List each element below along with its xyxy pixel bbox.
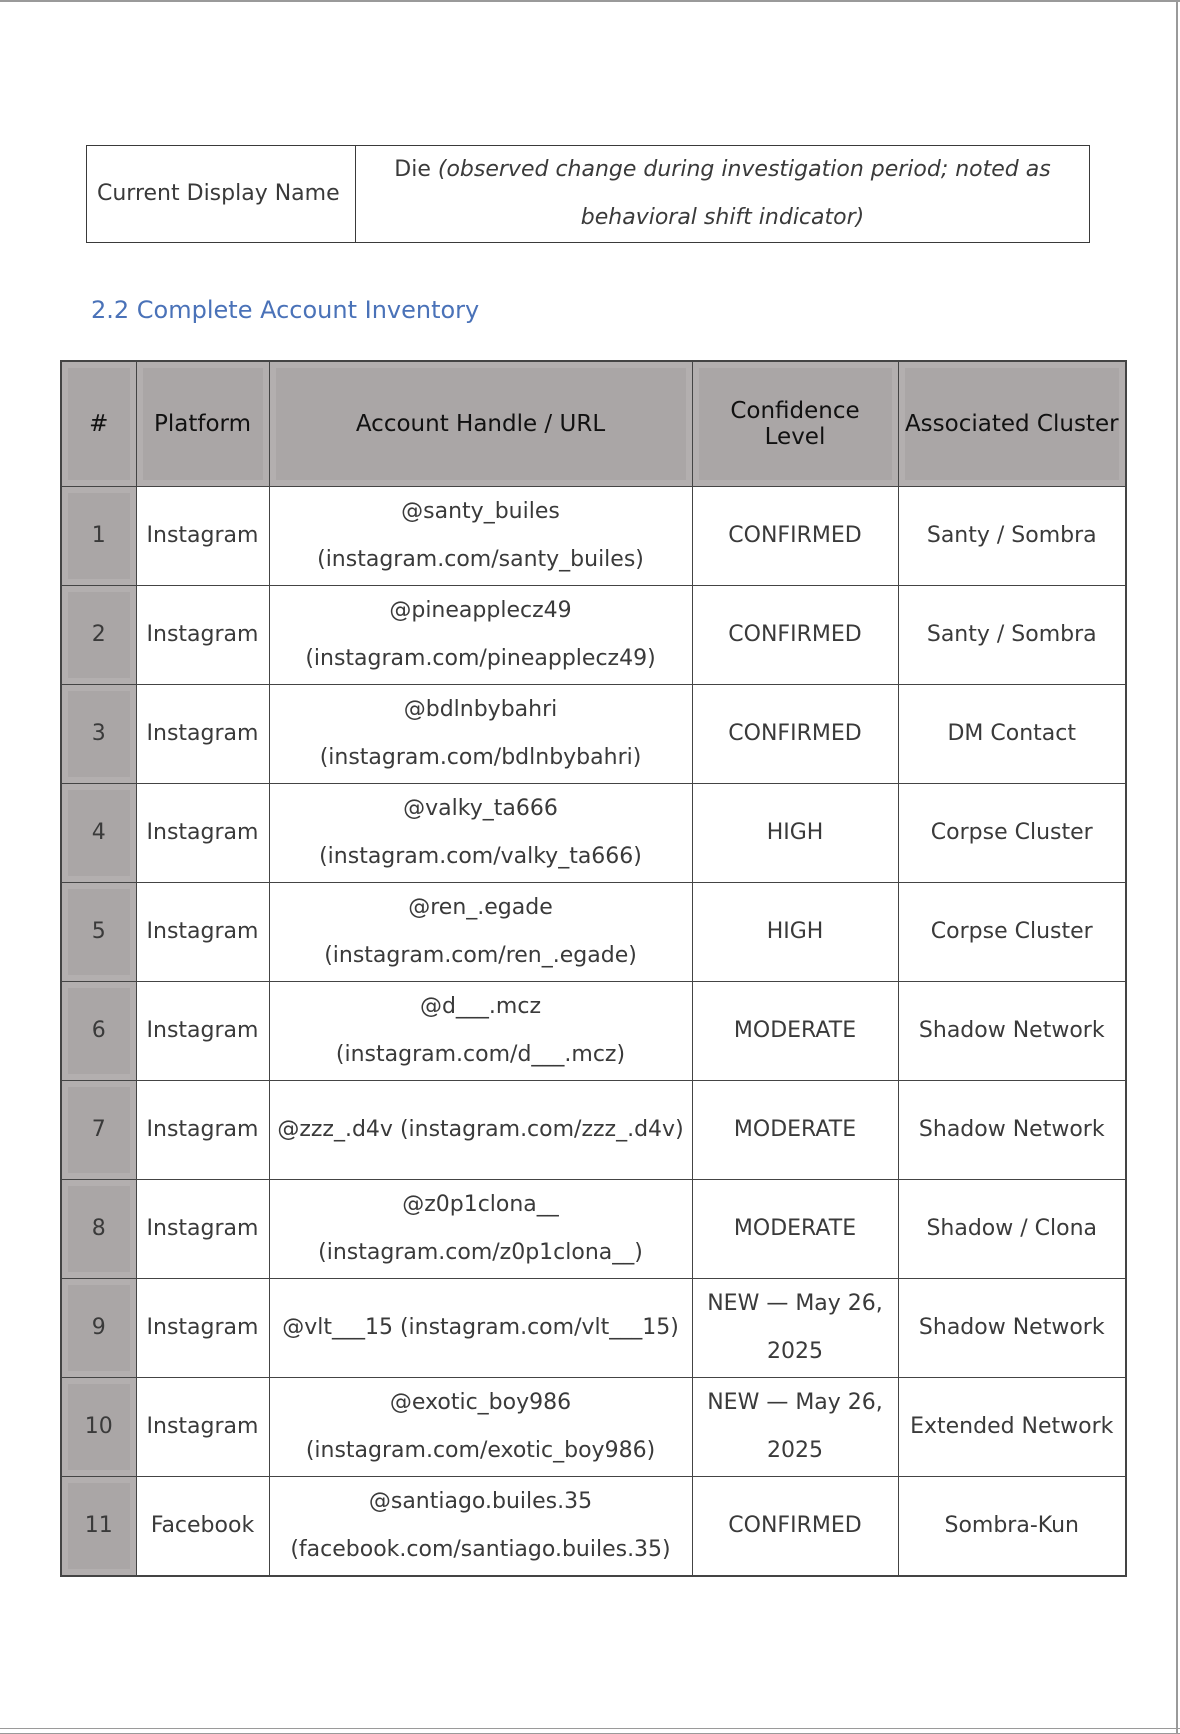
row-confidence: CONFIRMED <box>692 487 898 586</box>
account-url: (instagram.com/ren_.egade) <box>324 943 637 968</box>
account-url: (facebook.com/santiago.builes.35) <box>290 1536 671 1562</box>
row-platform: Instagram <box>136 1180 269 1279</box>
row-cluster: Santy / Sombra <box>898 586 1126 685</box>
row-cluster: Shadow / Clona <box>898 1180 1126 1279</box>
row-handle <box>269 1081 692 1180</box>
account-handle: @zzz_.d4v <box>277 1117 393 1142</box>
account-handle: @exotic_boy986 <box>389 1390 572 1415</box>
account-handle: @santy_builes <box>401 499 560 524</box>
row-number: 1 <box>61 487 136 586</box>
row-cluster: Shadow Network <box>898 1279 1126 1378</box>
account-url: (instagram.com/vlt___15) <box>399 1315 679 1340</box>
row-cluster: DM Contact <box>898 685 1126 784</box>
row-number: 9 <box>61 1279 136 1378</box>
row-platform: Instagram <box>136 586 269 685</box>
row-handle <box>269 982 692 1081</box>
account-handle: @valky_ta666 <box>403 796 558 821</box>
row-cluster: Corpse Cluster <box>898 883 1126 982</box>
row-confidence: HIGH <box>692 784 898 883</box>
table-row <box>61 784 1126 883</box>
row-confidence: NEW — May 26, 2025 <box>692 1378 898 1477</box>
row-number: 5 <box>61 883 136 982</box>
account-handle: @z0p1clona__ <box>402 1192 559 1217</box>
table-row <box>61 1279 1126 1378</box>
row-platform: Instagram <box>136 685 269 784</box>
page-edge-top <box>0 0 1180 2</box>
row-cluster: Extended Network <box>898 1378 1126 1477</box>
header-platform: Platform <box>136 361 269 487</box>
row-platform: Instagram <box>136 1279 269 1378</box>
account-url: (instagram.com/zzz_.d4v) <box>399 1117 684 1142</box>
row-number: 2 <box>61 586 136 685</box>
account-handle: @pineapplecz49 <box>389 598 572 623</box>
row-handle <box>269 1378 692 1477</box>
table-row <box>61 487 1126 586</box>
row-number: 4 <box>61 784 136 883</box>
row-confidence: CONFIRMED <box>692 1477 898 1576</box>
row-cluster: Corpse Cluster <box>898 784 1126 883</box>
row-cluster: Sombra-Kun <box>898 1477 1126 1576</box>
row-handle <box>269 883 692 982</box>
page-edge-right <box>1176 0 1178 1734</box>
row-handle <box>269 784 692 883</box>
account-handle: @santiago.builes.35 <box>368 1488 593 1514</box>
account-url: (instagram.com/bdlnbybahri) <box>319 745 642 770</box>
table-row <box>61 685 1126 784</box>
table-header-row <box>61 361 1126 487</box>
row-confidence: NEW — May 26, 2025 <box>692 1279 898 1378</box>
table-row <box>61 586 1126 685</box>
account-url: (instagram.com/d___.mcz) <box>335 1042 626 1067</box>
row-cluster: Shadow Network <box>898 1081 1126 1180</box>
row-confidence: CONFIRMED <box>692 685 898 784</box>
account-handle: @ren_.egade <box>408 895 553 920</box>
row-confidence: HIGH <box>692 883 898 982</box>
header-number: # <box>61 361 136 487</box>
account-url: (instagram.com/valky_ta666) <box>319 844 642 869</box>
row-platform: Instagram <box>136 1081 269 1180</box>
row-number: 10 <box>61 1378 136 1477</box>
header-cluster: Associated Cluster <box>898 361 1126 487</box>
table-row <box>61 1180 1126 1279</box>
row-confidence: MODERATE <box>692 1180 898 1279</box>
account-handle: @bdlnbybahri <box>403 697 558 722</box>
row-confidence: CONFIRMED <box>692 586 898 685</box>
header-handle: Account Handle / URL <box>269 361 692 487</box>
row-platform: Facebook <box>136 1477 269 1576</box>
account-handle: @vlt___15 <box>282 1315 393 1340</box>
row-number: 8 <box>61 1180 136 1279</box>
account-url: (instagram.com/z0p1clona__) <box>318 1240 643 1265</box>
display-name-row <box>87 146 1090 243</box>
header-confidence: Confidence Level <box>692 361 898 487</box>
row-handle <box>269 1180 692 1279</box>
row-handle <box>269 1477 692 1576</box>
row-platform: Instagram <box>136 883 269 982</box>
row-handle <box>269 586 692 685</box>
row-platform: Instagram <box>136 982 269 1081</box>
table-row <box>61 1477 1126 1576</box>
account-url: (instagram.com/exotic_boy986) <box>305 1438 656 1463</box>
row-cluster: Santy / Sombra <box>898 487 1126 586</box>
table-row <box>61 982 1126 1081</box>
row-confidence: MODERATE <box>692 1081 898 1180</box>
row-handle <box>269 1279 692 1378</box>
account-handle: @d___.mcz <box>419 994 542 1019</box>
account-inventory-table <box>60 360 1127 1577</box>
row-number: 11 <box>61 1477 136 1576</box>
page-edge-bottom <box>0 1728 1180 1734</box>
row-number: 6 <box>61 982 136 1081</box>
row-number: 3 <box>61 685 136 784</box>
row-platform: Instagram <box>136 784 269 883</box>
row-handle <box>269 487 692 586</box>
row-handle <box>269 685 692 784</box>
table-row <box>61 1081 1126 1180</box>
account-url: (instagram.com/santy_builes) <box>317 547 644 572</box>
account-url: (instagram.com/pineapplecz49) <box>305 646 656 671</box>
row-confidence: MODERATE <box>692 982 898 1081</box>
table-body <box>61 487 1126 1576</box>
display-name-table <box>86 145 1090 243</box>
table-row <box>61 883 1126 982</box>
row-platform: Instagram <box>136 487 269 586</box>
row-number: 7 <box>61 1081 136 1180</box>
row-platform: Instagram <box>136 1378 269 1477</box>
section-heading: 2.2 Complete Account Inventory <box>91 296 480 324</box>
display-name-note: (observed change during investigation period; noted as behavioral shift indicator) <box>437 157 1051 230</box>
display-name-text: Die <box>394 157 438 182</box>
display-name-label: Current Display Name <box>87 146 356 243</box>
table-row <box>61 1378 1126 1477</box>
display-name-value <box>356 146 1090 243</box>
row-cluster: Shadow Network <box>898 982 1126 1081</box>
